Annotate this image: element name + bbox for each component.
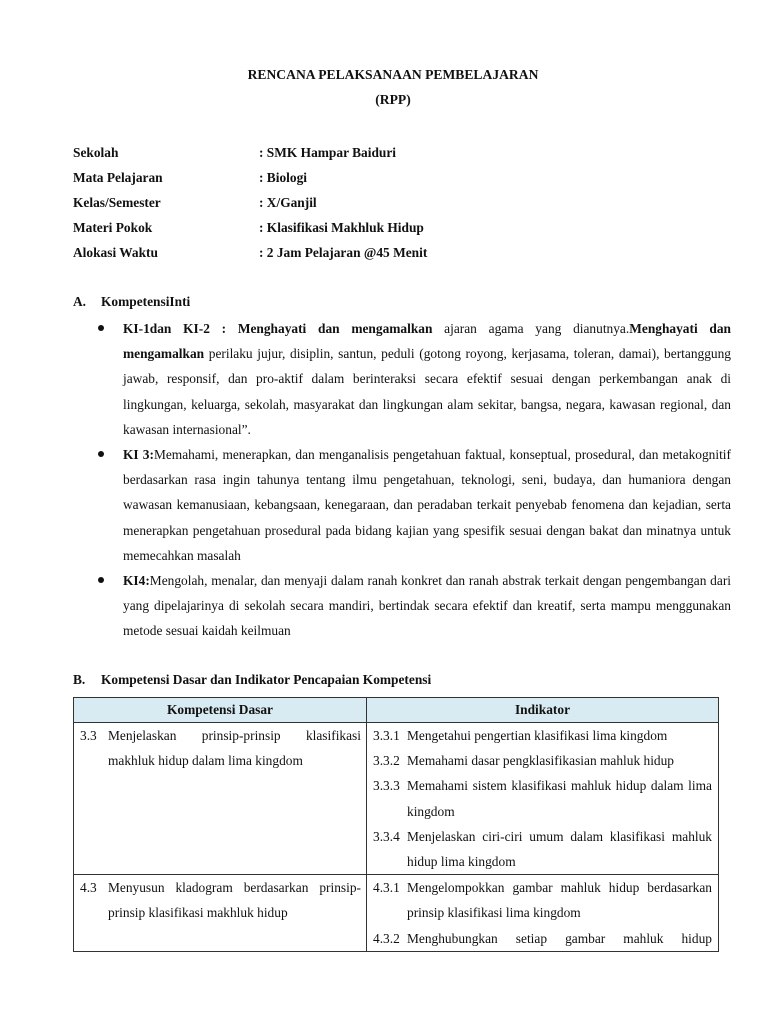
info-row [73, 217, 427, 242]
indicator-number: 3.3.2 [373, 753, 400, 769]
list-item [98, 568, 731, 644]
kd-cell [74, 875, 367, 952]
kd-text: Menyusun kladogram berdasarkan prinsip-prinsip klasifikasi makhluk hidup [108, 880, 361, 921]
info-row [73, 167, 427, 192]
section-a-heading [73, 294, 190, 310]
indicator-text: Menjelaskan ciri-ciri umum dalam klasifikasi mahluk hidup lima kingdom [407, 828, 712, 870]
indicator-text: Menghubungkan setiap gambar mahluk hidup [407, 930, 712, 946]
info-row [73, 192, 427, 217]
section-title: Kompetensi Dasar dan Indikator Pencapaian Kompetensi [101, 672, 432, 687]
list-item [98, 442, 731, 568]
info-value: : X/Ganjil [259, 195, 317, 210]
info-label: Kelas/Semester [73, 195, 161, 210]
ki-label: KI4: [123, 573, 150, 589]
info-label: Sekolah [73, 145, 119, 160]
info-value: : 2 Jam Pelajaran @45 Menit [259, 245, 428, 260]
column-header-indikator: Indikator [367, 698, 719, 723]
info-label: Alokasi Waktu [73, 245, 158, 260]
ki-label: KI-1dan KI-2 : Menghayati dan mengamalkan [123, 321, 433, 336]
indicator-number: 4.3.1 [373, 880, 400, 896]
kd-number: 4.3 [80, 880, 97, 896]
kd-number: 3.3 [80, 728, 97, 743]
indicator-item [367, 723, 718, 748]
table-row [74, 875, 719, 952]
table-header-row [74, 698, 719, 723]
indicator-number: 3.3.3 [373, 778, 400, 794]
info-label: Mata Pelajaran [73, 170, 163, 185]
section-letter: B. [73, 672, 86, 687]
info-value: : Klasifikasi Makhluk Hidup [259, 220, 424, 235]
bullet-icon [98, 325, 104, 331]
indicator-text: Memahami dasar pengklasifikasian mahluk hidup [407, 753, 675, 769]
indicator-item [367, 748, 718, 773]
indicator-item [367, 875, 718, 925]
kd-cell [74, 723, 367, 875]
indicator-item [367, 824, 718, 874]
kd-text: Menjelaskan prinsip-prinsip klasifikasi makhluk hidup dalam lima kingdom [108, 728, 361, 769]
identity-block [73, 142, 427, 267]
ki-emphasis: Menghayati dan mengamalkan [123, 321, 732, 362]
indicator-number: 4.3.2 [373, 930, 400, 946]
info-value: : SMK Hampar Baiduri [259, 145, 397, 160]
kompetensi-inti-list [98, 316, 731, 644]
list-item [98, 316, 731, 442]
ki-text: perilaku jujur, disiplin, santun, peduli (gotong royong, kerjasama, toleran, damai), bertanggung jawab, responsif, dan pro-aktif dalam berinteraksi secara efektif sesuai dengan perkembangan anak di lingkungan, keluarga, sekolah, masyarakat dan lingkungan alam sekitar, bangsa, negara, kawasan regional, dan kawasan internasional”. [123, 346, 731, 437]
column-header-kd: Kompetensi Dasar [74, 698, 367, 723]
indicator-text: Mengelompokkan gambar mahluk hidup berdasarkan prinsip klasifikasi lima kingdom [407, 880, 712, 921]
document-subtitle: (RPP) [375, 92, 411, 107]
section-letter: A. [73, 294, 87, 309]
info-value: : Biologi [259, 170, 307, 185]
info-row [73, 242, 427, 267]
ki-text: Mengolah, menalar, dan menyaji dalam ranah konkret dan ranah abstrak terkait dengan pengembangan dari yang dipelajarinya di sekolah secara mandiri, bertindak secara efektif dan kreatif, serta mampu menggunakan metode sesuai kaidah keilmuan [123, 573, 731, 639]
indicator-text: Mengetahui pengertian klasifikasi lima kingdom [407, 728, 668, 743]
indicator-cell [367, 723, 719, 875]
bullet-icon [98, 577, 104, 583]
indicator-item [367, 926, 718, 951]
indicator-item [367, 773, 718, 823]
section-title: KompetensiInti [101, 294, 191, 309]
indicator-cell [367, 875, 719, 952]
indicator-number: 3.3.1 [373, 728, 400, 743]
ki-text: Memahami, menerapkan, dan menganalisis pengetahuan faktual, konseptual, prosedural, dan metakognitif berdasarkan rasa ingin tahunya tentang ilmu pengetahuan, teknologi, seni, budaya, dan humaniora dengan wawasan kemanusiaan, kebangsaan, kenegaraan, dan peradaban terkait penyebab fenomena dan kejadian, serta menerapkan pengetahuan prosedural pada bidang kajian yang spesifik sesuai dengan bakat dan minatnya untuk memecahkan masalah [123, 447, 731, 563]
ki-text: ajaran agama yang dianutnya. [432, 321, 630, 336]
ki-label: KI 3: [123, 447, 154, 463]
section-b-heading [73, 672, 431, 688]
indicator-text: Memahami sistem klasifikasi mahluk hidup dalam lima kingdom [407, 778, 712, 819]
bullet-icon [98, 451, 104, 457]
indicator-number: 3.3.4 [373, 828, 400, 844]
info-row [73, 142, 427, 167]
table-row [74, 723, 719, 875]
info-label: Materi Pokok [73, 220, 153, 235]
competency-table [73, 697, 719, 952]
document-title: RENCANA PELAKSANAAN PEMBELAJARAN [247, 67, 539, 82]
